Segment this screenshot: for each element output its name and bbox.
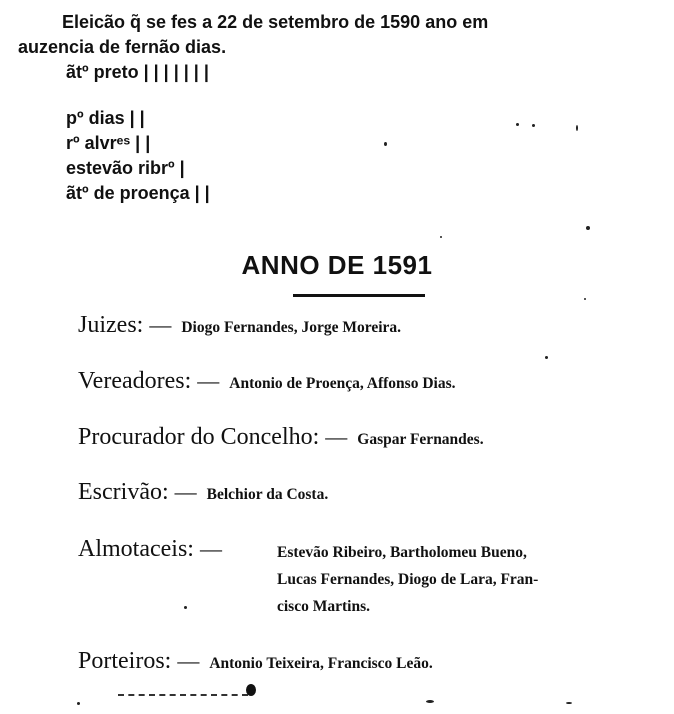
entry-juizes <box>78 312 668 339</box>
entry-value: Antonio de Proença, Affonso Dias. <box>229 375 456 392</box>
almotaceis-names <box>277 539 657 620</box>
scan-speck <box>584 298 586 300</box>
entry-dash: — <box>325 424 348 449</box>
entry-label: Escrivão: <box>78 479 169 505</box>
election-record <box>18 10 662 206</box>
entry-dash: — <box>199 536 222 561</box>
vote-tally: | | <box>129 108 145 128</box>
vote-row <box>22 156 662 181</box>
entry-almotaceis <box>78 536 232 563</box>
entry-vereadores <box>78 368 668 395</box>
almotaceis-line: cisco Martins. <box>277 598 370 615</box>
year-heading: ANNO DE 1591 <box>241 250 433 280</box>
vote-name: pº dias <box>66 108 125 128</box>
scan-speck <box>516 123 519 126</box>
vote-row <box>22 181 662 206</box>
entry-dash: — <box>177 648 200 673</box>
entry-escrivao <box>78 479 668 506</box>
scan-speck <box>545 356 548 359</box>
vote-name: estevão ribrº <box>66 158 175 178</box>
scan-speck <box>77 702 80 705</box>
entry-value: Belchior da Costa. <box>206 486 329 503</box>
intro-line-2: auzencia de fernão dias. <box>18 37 227 57</box>
almotaceis-line: Lucas Fernandes, Diogo de Lara, Fran- <box>277 571 539 588</box>
vote-tally: | | <box>194 183 210 203</box>
scan-smudge <box>118 688 248 696</box>
scan-speck <box>532 124 535 127</box>
almotaceis-line: Estevão Ribeiro, Bartholomeu Bueno, <box>277 544 527 561</box>
scan-speck <box>440 236 442 238</box>
vote-name: ãtº preto <box>66 62 139 82</box>
vote-row <box>22 106 662 131</box>
vote-tally: | | | | | | | <box>143 62 209 82</box>
vote-tally: | | <box>135 133 151 153</box>
scan-speck <box>576 125 578 131</box>
entry-dash: — <box>197 368 220 393</box>
entry-label: Almotaceis: <box>78 536 194 562</box>
scan-speck <box>426 700 434 703</box>
vote-tally: | <box>179 158 185 178</box>
scan-speck <box>566 702 572 704</box>
entry-value: Antonio Teixeira, Francisco Leão. <box>209 655 433 672</box>
entry-label: Porteiros: <box>78 648 172 674</box>
vote-name: rº alvrᵉˢ <box>66 133 131 153</box>
entry-value: Diogo Fernandes, Jorge Moreira. <box>181 319 402 336</box>
entry-porteiros <box>78 648 668 675</box>
scan-speck <box>586 226 590 230</box>
vote-row <box>22 60 662 85</box>
scan-speck <box>184 606 187 609</box>
entry-procurador <box>78 424 668 451</box>
entry-dash: — <box>174 479 197 504</box>
entry-dash: — <box>149 312 172 337</box>
heading-rule <box>293 294 425 297</box>
vote-row <box>22 131 662 156</box>
entry-label: Vereadores: <box>78 368 192 394</box>
entry-label: Juizes: <box>78 312 144 338</box>
scan-speck <box>384 142 387 146</box>
entry-label: Procurador do Concelho: <box>78 424 320 450</box>
entry-value: Gaspar Fernandes. <box>357 431 484 448</box>
vote-name: ãtº de proença <box>66 183 190 203</box>
intro-line-1: Eleicão q̃ se fes a 22 de setembro de 1590 ano em <box>62 12 489 32</box>
ink-blot <box>246 684 256 696</box>
